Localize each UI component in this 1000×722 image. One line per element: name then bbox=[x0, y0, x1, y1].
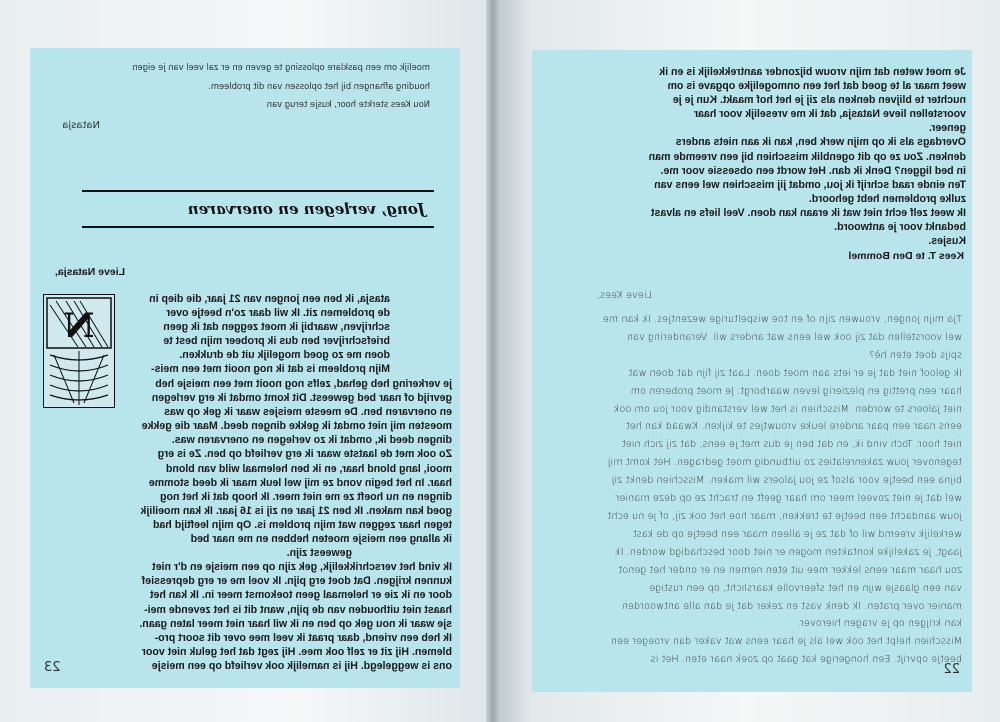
reply-salutation: Lieve Kees, bbox=[596, 290, 652, 301]
body-line: sje waar ik nou gek op ben en ik wil haar niet meer laten gaan. bbox=[139, 617, 452, 630]
body-line: kunnen krijgen. Dat doet erg pijn. Ik voel me er erg depressief bbox=[141, 575, 452, 588]
body-line: tegen haar zeggen wat mijn problem is. Op mijn leeftijd had bbox=[152, 518, 452, 531]
top-text-line: houding afhangen bij het oplossen van dit probleem. bbox=[208, 80, 430, 91]
reply-line: spijs doet eten hè? bbox=[869, 349, 962, 361]
page-left-mirrored-content bbox=[30, 48, 460, 688]
body-line: mooi, lang blond haar, en ik ben helemaal wild van blond bbox=[165, 462, 452, 475]
body-line: haast niet uithouden van de pijn, want dit is het zevende mei- bbox=[144, 603, 452, 616]
body-line: Mijn probleem is dat ik nog nooit met een meis- bbox=[151, 363, 390, 376]
body-line: geweest zijn. bbox=[286, 547, 352, 560]
body-line: ons is weggelegd. Hij is namelijk ook verliefd op een meisje bbox=[151, 659, 452, 672]
page-right-mirrored-content bbox=[532, 50, 972, 692]
page-number: 22 bbox=[943, 662, 960, 677]
reply-line: wel voorstellen dat zij ook wel eens wat anders wil. Verandering van bbox=[626, 331, 962, 343]
reply-line: eens naar een paar andere leuke vrouwtjes te kijken. Kwaad kan het bbox=[625, 421, 962, 433]
body-line: je verkering heb gehad, zelfs nog nooit met een meisje heb bbox=[155, 378, 452, 390]
body-line: Ik heb een vriend, daar praat ik veel mee over dit soort pro- bbox=[154, 631, 452, 644]
body-line: ik allang een meisje moeten hebben en me naar bed bbox=[190, 533, 452, 546]
top-text-block bbox=[50, 58, 430, 114]
reply-line: zou haar maar eens lekker mee uit eten nemen en er onder het genot bbox=[618, 564, 962, 576]
body-line: atasja, ik ben een jongen van 21 jaar, die diep in bbox=[149, 293, 390, 305]
reply-line: werkelijk vreemd wil of dat ze je alleen maar een beetje op de kast bbox=[632, 528, 962, 540]
letter-signature: Kees T. te Den Bommel bbox=[848, 250, 964, 262]
reply-line: niet jaloers te worden. Misschien is het wel verstandig voor jou om ook bbox=[613, 403, 962, 415]
reply-line: Misschien helpt het ook wel als je haar eens wat vaker dan vroeger een bbox=[610, 636, 962, 648]
letter-line: denken. Zou ze op dit ogenblik misschien bij een vreemde man bbox=[648, 150, 966, 163]
letter-line: zulke problemen hebt gehoord. bbox=[808, 192, 966, 205]
reply-line: van een glaasje wijn en het sfeervolle kaarslicht, op een rustige bbox=[649, 582, 962, 594]
body-line: Ik vind het verschrikkelijk, gek zijn op een meisje en d'r niet bbox=[152, 561, 452, 574]
letter-text bbox=[540, 65, 966, 248]
signature: Natasja bbox=[62, 120, 100, 131]
body-line: dingen deed ik, omdat ik zo verlegen en onervaren was. bbox=[171, 434, 452, 447]
reply-line: beetje opvrijt. Een hongerige kat gaat op zoek naar eten. Het is bbox=[650, 654, 962, 666]
body-line: briefschrijver ben dus ik probeer mijn best te bbox=[163, 335, 390, 348]
body-line: moesten mij niet omdat ik gekke dingen deed. Maar die gekke bbox=[141, 420, 452, 433]
letter-line: bedankt voor je antwoord. bbox=[834, 221, 966, 234]
body-line: dingen en nu hoeft ze me niet meer. Ik hoop dat ik het nog bbox=[160, 490, 452, 503]
body-text-wrapped bbox=[118, 292, 390, 377]
title-rule-bottom bbox=[82, 226, 434, 228]
reply-line: jouw aandacht een beetje te trekken, maar hoe het ook zij, of je nu echt bbox=[607, 510, 962, 522]
body-line: blemen. Hij zit er zelf ook mee. Hij zegt dat het geluk niet voor bbox=[141, 645, 452, 658]
initial-letter: N bbox=[63, 306, 95, 346]
body-line: door en ik zie er helemaal geen toekomst meer in. Ik kan het bbox=[149, 589, 452, 602]
body-line: en onervaren ben. De meeste meisjes waar ik gek op was bbox=[164, 406, 452, 419]
letter-line: in bed liggen? Denk ik dan. Het wordt een obsessie voor me. bbox=[660, 164, 966, 177]
reply-line: haar een prettig en plezierig leven waarborgt. Je moet proberen om bbox=[630, 385, 962, 397]
letter-line: voorstellen lieve Natasja, dat ik me vreselijk voor haar bbox=[693, 108, 966, 121]
body-line: doen me zo goed mogelijk uit de drukken. bbox=[179, 349, 390, 362]
reply-line: manier over praten. Ik denk vast en zeker dat je dan alle antwoorden bbox=[621, 600, 962, 612]
article-title: Jong, verlegen en onervaren bbox=[187, 200, 425, 218]
reply-line: Tja mijn jongen, vrouwen zijn of en toe wispelturige wezentjes. Ik kan me bbox=[602, 314, 962, 325]
body-line: Zo ook met de laatste waar ik erg verliefd op ben. Ze is erg bbox=[157, 448, 452, 461]
title-rule-top bbox=[82, 190, 434, 192]
reply-line: jaagt, je zakelijke kontakten mogen er niet door beschadigd worden. Ik bbox=[614, 546, 962, 558]
page-left bbox=[30, 48, 460, 688]
body-line: gevrijd of naar bed geweest. Dit komt omdat ik erg verlegen bbox=[151, 392, 452, 405]
page-number: 23 bbox=[44, 660, 61, 675]
reply-text bbox=[536, 311, 962, 669]
top-text-line: Nou Kees sterkte hoor, kusje terug van bbox=[266, 99, 430, 109]
letter-line: Je moet weten dat mijn vrouw bijzonder aantrekkelijk is en ik bbox=[659, 66, 966, 78]
letter-line: geneer. bbox=[928, 122, 966, 135]
body-line: de problemen zit. Ik wil daar zo'n beetje over bbox=[166, 307, 390, 320]
reply-line: tegenover jouw zakenrelaties zo uitbundig moet gedragen. Het komt mij bbox=[607, 457, 962, 469]
salutation: Lieve Natasja, bbox=[54, 266, 125, 278]
body-line: goed kan maken. Ik ben 21 jaar en zij is 16 jaar. Ik kan moeilijk bbox=[140, 504, 452, 517]
body-text-full bbox=[40, 377, 452, 673]
body-line: haar. In het begin vond ze mij wel leuk maar ik deed stomme bbox=[148, 476, 452, 489]
spine-gutter bbox=[486, 0, 500, 722]
reply-line: bijna een beetje voor alsof ze jou jaloers wil maken. Misschien denkt zij bbox=[611, 475, 962, 487]
letter-line: weet maar al te goed dat het een onmogelijke opgave is om bbox=[667, 80, 966, 93]
reply-line: niet hoor. Toch vind ik, en dat ben je dus met je eens, dat zij zich niet bbox=[621, 439, 962, 451]
letter-line: Overdags als ik op mijn werk ben, kan ik aan niets anders bbox=[675, 136, 966, 149]
body-line: schrijven, waarbij ik moet zeggen dat ik geen bbox=[163, 321, 390, 334]
page-right bbox=[532, 50, 972, 692]
letter-line: Kusjes. bbox=[928, 235, 966, 248]
reply-line: Ik geloof niet dat je er iets aan moet doen. Laat zij fijn dat doen wat bbox=[628, 367, 962, 379]
letter-line: nuchter te blijven denken als zij je het hof maakt. Kun je je bbox=[672, 94, 966, 107]
top-text-line: moelijk om een pasklare oplossing te geven en er zal veel van je eigen bbox=[132, 62, 430, 72]
letter-line: Ik weet zelf echt niet wat ik eraan kan doen. Veel liefs en alvast bbox=[651, 206, 966, 219]
reply-line: kan krijgen op je vragen hierover. bbox=[797, 618, 962, 630]
reply-line: wel dat je niet zoveel meer om haar geeft en tracht ze op deze manier bbox=[615, 493, 962, 505]
letter-line: Ten einde raad schrijf ik jou, omdat jij misschien wel eens van bbox=[654, 178, 966, 191]
